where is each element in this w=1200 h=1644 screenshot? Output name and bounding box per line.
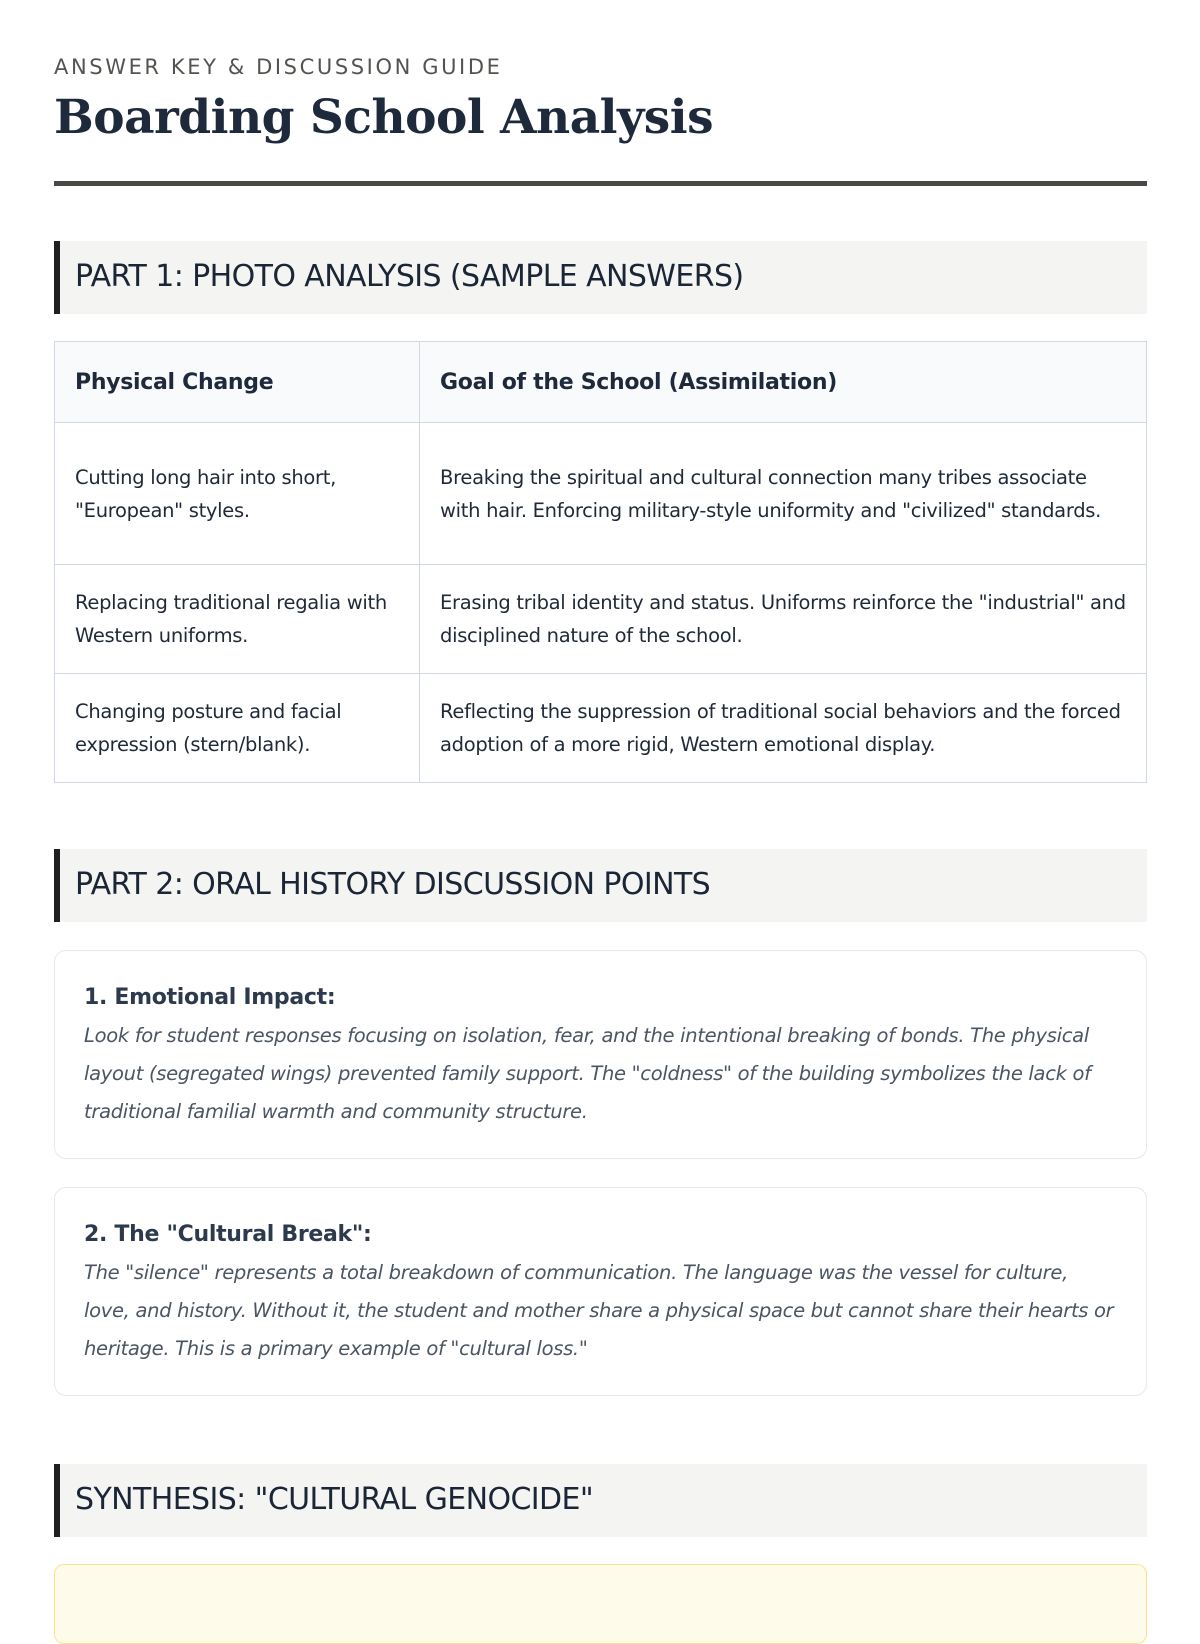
table-row (55, 565, 1147, 674)
section-heading-synthesis: SYNTHESIS: "CULTURAL GENOCIDE" (75, 1482, 594, 1517)
discussion-point-card (54, 950, 1147, 1159)
table-cell-physical-change: Replacing traditional regalia with Western uniforms. (55, 565, 420, 674)
table-cell-physical-change: Changing posture and facial expression (stern/blank). (55, 674, 420, 783)
column-header-school-goal: Goal of the School (Assimilation) (420, 342, 1147, 423)
discussion-point-title: 2. The "Cultural Break": (84, 1222, 372, 1247)
table-cell-school-goal: Erasing tribal identity and status. Uniforms reinforce the "industrial" and disciplined nature of the school. (420, 565, 1147, 674)
title-divider (54, 181, 1147, 186)
table-row (55, 674, 1147, 783)
section-header-synthesis (54, 1464, 1147, 1537)
table-cell-school-goal: Breaking the spiritual and cultural connection many tribes associate with hair. Enforcing military-style uniformity and "civilized" standards. (420, 423, 1147, 565)
discussion-point-body: The "silence" represents a total breakdown of communication. The language was the vessel for culture, love, and history. Without it, the student and mother share a physical space but cannot share their hearts or heritage. This is a primary example of "cultural loss." (84, 1261, 1114, 1360)
discussion-point-body: Look for student responses focusing on isolation, fear, and the intentional breaking of bonds. The physical layout (segregated wings) prevented family support. The "coldness" of the building symbolizes the lack of traditional familial warmth and community structure. (84, 1024, 1091, 1123)
table-cell-school-goal: Reflecting the suppression of traditional social behaviors and the forced adoption of a more rigid, Western emotional display. (420, 674, 1147, 783)
section-header-part1 (54, 241, 1147, 314)
section-heading-part2: PART 2: ORAL HISTORY DISCUSSION POINTS (75, 867, 711, 902)
table-cell-physical-change: Cutting long hair into short, "European" styles. (55, 423, 420, 565)
section-heading-part1: PART 1: PHOTO ANALYSIS (SAMPLE ANSWERS) (75, 259, 744, 294)
discussion-point-title: 1. Emotional Impact: (84, 985, 336, 1010)
page-title: Boarding School Analysis (54, 90, 714, 145)
column-header-physical-change: Physical Change (55, 342, 420, 423)
section-header-part2 (54, 849, 1147, 922)
document-eyebrow: ANSWER KEY & DISCUSSION GUIDE (54, 55, 503, 79)
discussion-point-card (54, 1187, 1147, 1396)
table-row (55, 423, 1147, 565)
table-header-row (55, 342, 1147, 423)
synthesis-callout-box (54, 1564, 1147, 1644)
photo-analysis-table (54, 341, 1147, 783)
